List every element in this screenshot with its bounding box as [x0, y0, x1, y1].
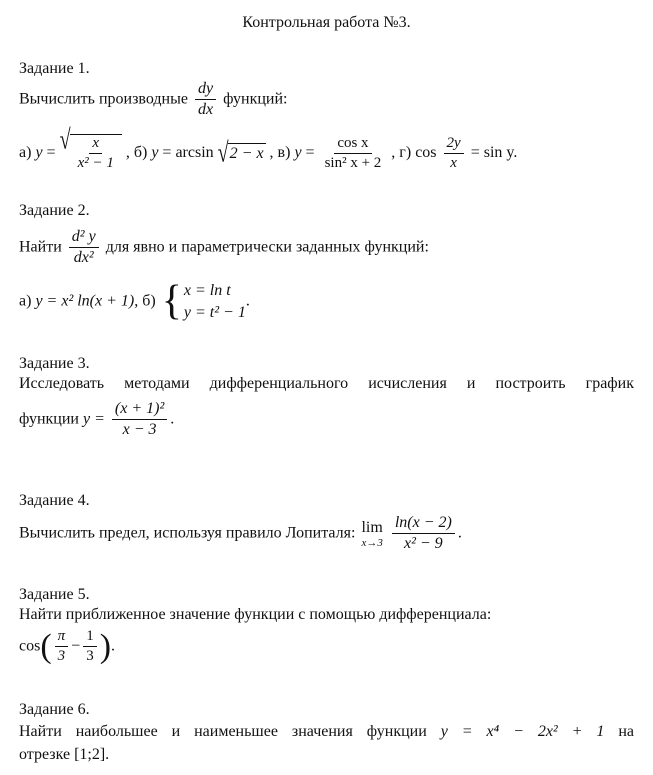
task2-b-system: [161, 278, 246, 325]
task1-statement: [19, 80, 288, 120]
task5-end: .: [111, 637, 116, 655]
task3-text2: функции: [19, 410, 79, 428]
task4-text: Вычислить предел, используя правило Лопиталя:: [19, 524, 356, 542]
task2-items: [19, 278, 250, 325]
task3-y: y =: [83, 410, 105, 428]
task1-b-label: , б): [125, 143, 148, 161]
task1-a-y: y: [35, 143, 43, 161]
task1-b-eq: =: [162, 143, 172, 161]
task4-limit: [361, 519, 382, 549]
task1-items: [19, 124, 518, 173]
sqrt-icon: √: [217, 137, 229, 169]
task1-c-y: y: [294, 143, 302, 161]
task1-d-den: x: [450, 154, 457, 171]
task4-lim: lim: [361, 519, 383, 537]
task1-a-radical: [59, 124, 122, 173]
task5-f2-den: 3: [86, 648, 94, 665]
task5-expression: [19, 628, 115, 666]
task1-text: Вычислить производные: [19, 90, 188, 108]
task1-deriv-den: dx: [197, 101, 214, 119]
task2-header: Задание 2.: [19, 202, 90, 219]
task2-sys-row1: x = ln t: [183, 282, 231, 299]
task1-a-eq: =: [46, 143, 56, 161]
task1-c-fraction: [322, 135, 385, 173]
task1-c-num: cos x: [334, 135, 371, 154]
task2-end: .: [245, 292, 250, 310]
task1-d-rhs: = sin y: [470, 143, 514, 161]
task1-a-num: x: [89, 135, 102, 154]
task1-b-arcsin: arcsin: [175, 143, 214, 161]
task1-b-radicand: 2 − x: [229, 144, 264, 162]
task3-function: [19, 400, 174, 440]
right-paren-icon: ): [99, 627, 112, 665]
task3-end: .: [170, 410, 175, 428]
task1-a-label: а): [19, 143, 32, 161]
task2-a-expr: y = x² ln(x + 1): [35, 292, 135, 310]
task6-text2: отрезке [1;2].: [19, 746, 110, 763]
task1-d-cos: cos: [415, 143, 437, 161]
task5-f1-num: π: [55, 628, 69, 647]
task2-deriv-num: d² y: [69, 228, 99, 248]
left-brace-icon: {: [161, 278, 182, 325]
task6-header: Задание 6.: [19, 701, 90, 718]
task1-header: Задание 1.: [19, 60, 90, 77]
task3-header: Задание 3.: [19, 355, 90, 372]
task4-end: .: [457, 524, 462, 542]
task1-d-label: , г): [391, 143, 412, 161]
task1-c-eq: =: [305, 143, 315, 161]
task5-cos: cos: [19, 637, 41, 655]
task5-text: Найти приближенное значение функции с помощью дифференциала:: [19, 606, 492, 623]
task3-text: Исследовать методами дифференциального исчисления и построить график: [19, 375, 634, 392]
task2-a-label: а): [19, 292, 32, 310]
task1-d-num: 2y: [444, 135, 464, 154]
task2-text: Найти: [19, 238, 62, 256]
task1-d-fraction: [444, 135, 464, 173]
task2-text-after: для явно и параметрически заданных функций:: [105, 238, 429, 256]
task1-b-y: y: [151, 143, 159, 161]
task1-c-den: sin² x + 2: [324, 154, 382, 171]
task2-sys-row2: y = t² − 1: [183, 304, 246, 321]
task1-text-after: функций:: [223, 90, 288, 108]
task4-num: ln(x − 2): [392, 514, 455, 534]
task2-deriv-den: dx²: [73, 249, 94, 267]
task5-f2-num: 1: [83, 628, 97, 647]
task3-num: (x + 1)²: [112, 400, 167, 420]
task5-header: Задание 5.: [19, 586, 90, 603]
task4-statement: [19, 514, 462, 554]
task1-a-den: x² − 1: [77, 155, 114, 172]
task4-header: Задание 4.: [19, 492, 90, 509]
task3-fraction: [112, 400, 167, 440]
task5-f1-den: 3: [57, 648, 66, 665]
task4-fraction: [392, 514, 455, 554]
task5-minus: −: [71, 637, 81, 655]
task1-derivative-fraction: [195, 80, 216, 120]
task2-derivative-fraction: [69, 228, 99, 268]
task5-fraction1: [55, 628, 69, 666]
task1-a-fraction: [75, 135, 117, 173]
task6-text: Найти наибольшее и наименьшее значения функции: [19, 723, 427, 740]
task3-den: x − 3: [122, 421, 157, 439]
task4-den: x² − 9: [403, 535, 443, 553]
task6-statement: [19, 723, 634, 741]
document-title: Контрольная работа №3.: [242, 14, 411, 31]
task1-deriv-num: dy: [195, 80, 216, 100]
task1-b-radical: [217, 137, 266, 169]
task1-c-label: , в): [269, 143, 291, 161]
task2-statement: [19, 228, 429, 268]
task2-b-label: , б): [134, 292, 156, 310]
task6-text-after: на: [618, 723, 634, 740]
left-paren-icon: (: [40, 627, 52, 665]
task1-end: .: [513, 143, 518, 161]
task4-lim-under: x→3: [361, 536, 383, 549]
task5-fraction2: [83, 628, 97, 666]
task6-expr: y = x⁴ − 2x² + 1: [440, 723, 605, 740]
sqrt-icon: √: [59, 124, 71, 156]
